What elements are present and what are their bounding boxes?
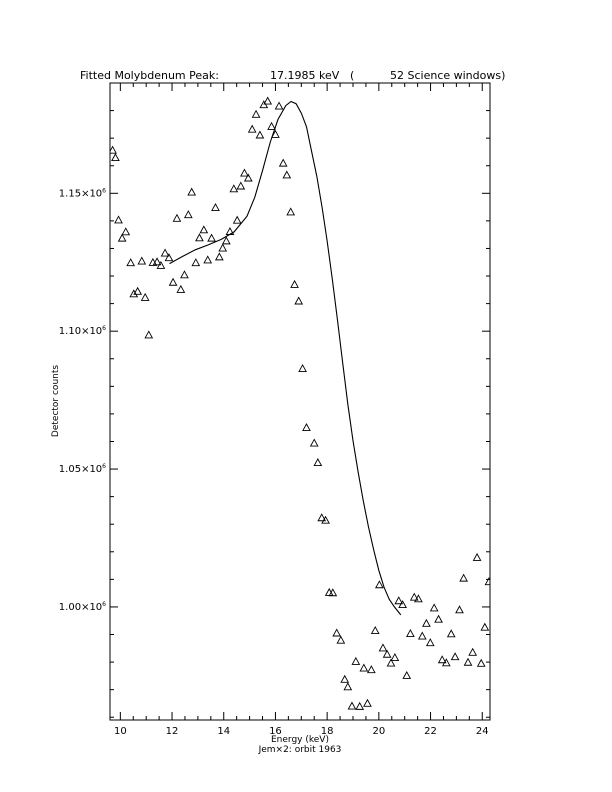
data-point xyxy=(303,424,310,431)
data-point xyxy=(452,653,459,660)
data-point xyxy=(234,217,241,224)
x-tick-label: 20 xyxy=(372,726,386,737)
data-point xyxy=(391,654,398,661)
data-point xyxy=(204,256,211,263)
data-point xyxy=(188,188,195,195)
data-point xyxy=(379,644,386,651)
data-point xyxy=(344,683,351,690)
data-point xyxy=(245,174,252,181)
data-point xyxy=(399,601,406,608)
data-point xyxy=(372,627,379,634)
data-point xyxy=(165,254,172,261)
data-point xyxy=(333,629,340,636)
x-tick-label: 12 xyxy=(165,726,179,737)
y-tick-label: $1.15\times 10^6$ xyxy=(58,187,106,200)
data-point xyxy=(216,253,223,260)
x-tick-label: 18 xyxy=(320,726,334,737)
x-axis-label: Energy (keV) xyxy=(271,735,329,745)
data-point xyxy=(268,123,275,130)
x-tick-label: 14 xyxy=(217,726,231,737)
data-point xyxy=(252,111,259,118)
data-point xyxy=(411,594,418,601)
data-point xyxy=(356,703,363,710)
data-point xyxy=(456,606,463,613)
data-point xyxy=(226,228,233,235)
chart-title-windows: 52 Science windows) xyxy=(390,69,506,82)
data-point xyxy=(219,244,226,251)
y-tick-label: $1.05\times 10^6$ xyxy=(58,463,106,476)
data-point xyxy=(249,126,256,133)
data-point xyxy=(169,279,176,286)
data-point xyxy=(364,700,371,707)
data-point xyxy=(407,630,414,637)
data-point xyxy=(280,160,287,167)
data-point xyxy=(427,639,434,646)
data-point xyxy=(237,182,244,189)
data-point xyxy=(469,649,476,656)
data-point xyxy=(177,286,184,293)
data-point xyxy=(435,616,442,623)
data-point xyxy=(384,651,391,658)
data-layer xyxy=(109,97,493,709)
chart-title-open-paren: ( xyxy=(350,69,355,82)
data-point xyxy=(256,131,263,138)
data-point xyxy=(431,604,438,611)
data-point xyxy=(122,228,129,235)
data-point xyxy=(481,624,488,631)
data-point xyxy=(230,185,237,192)
data-point xyxy=(185,211,192,218)
data-point xyxy=(360,664,367,671)
data-point xyxy=(299,365,306,372)
data-point xyxy=(311,439,318,446)
data-point xyxy=(473,554,480,561)
data-point xyxy=(138,257,145,264)
data-point xyxy=(208,235,215,242)
x-tick-label: 22 xyxy=(424,726,437,737)
plot-area xyxy=(59,83,493,737)
data-point xyxy=(115,216,122,223)
data-point xyxy=(326,589,333,596)
data-point xyxy=(200,226,207,233)
data-point xyxy=(275,102,282,109)
data-point xyxy=(145,331,152,338)
data-point xyxy=(196,234,203,241)
chart-title-prefix: Fitted Molybdenum Peak: xyxy=(80,69,219,82)
data-point xyxy=(403,672,410,679)
data-point xyxy=(283,171,290,178)
data-point xyxy=(130,290,137,297)
data-point xyxy=(368,666,375,673)
data-point xyxy=(181,271,188,278)
data-point xyxy=(341,676,348,683)
data-point xyxy=(337,637,344,644)
data-point xyxy=(142,294,149,301)
data-point xyxy=(322,517,329,524)
data-point xyxy=(295,297,302,304)
data-point xyxy=(192,259,199,266)
data-point xyxy=(478,660,485,667)
x-tick-label: 16 xyxy=(269,726,282,737)
data-point xyxy=(291,281,298,288)
data-point xyxy=(464,659,471,666)
data-point xyxy=(212,204,219,211)
data-point xyxy=(241,169,248,176)
data-point xyxy=(423,620,430,627)
data-point xyxy=(376,581,383,588)
fit-curve xyxy=(170,102,401,615)
x-tick-label: 10 xyxy=(113,726,127,737)
data-point xyxy=(314,459,321,466)
x-tick-label: 24 xyxy=(475,726,489,737)
data-point xyxy=(287,208,294,215)
data-point xyxy=(127,259,134,266)
data-point xyxy=(119,235,126,242)
data-point xyxy=(352,658,359,665)
data-point xyxy=(419,632,426,639)
data-point xyxy=(112,154,119,161)
y-axis-label: Detector counts xyxy=(51,364,61,438)
data-point xyxy=(161,249,168,256)
chart-title-energy: 17.1985 keV xyxy=(270,69,340,82)
data-point xyxy=(173,215,180,222)
data-point xyxy=(348,702,355,709)
plot-frame xyxy=(110,83,490,720)
chart-subtitle: Jem×2: orbit 1963 xyxy=(258,745,342,755)
y-tick-label: $1.00\times 10^6$ xyxy=(58,600,106,613)
y-tick-label: $1.10\times 10^6$ xyxy=(58,325,106,338)
data-point xyxy=(448,630,455,637)
data-point xyxy=(460,575,467,582)
